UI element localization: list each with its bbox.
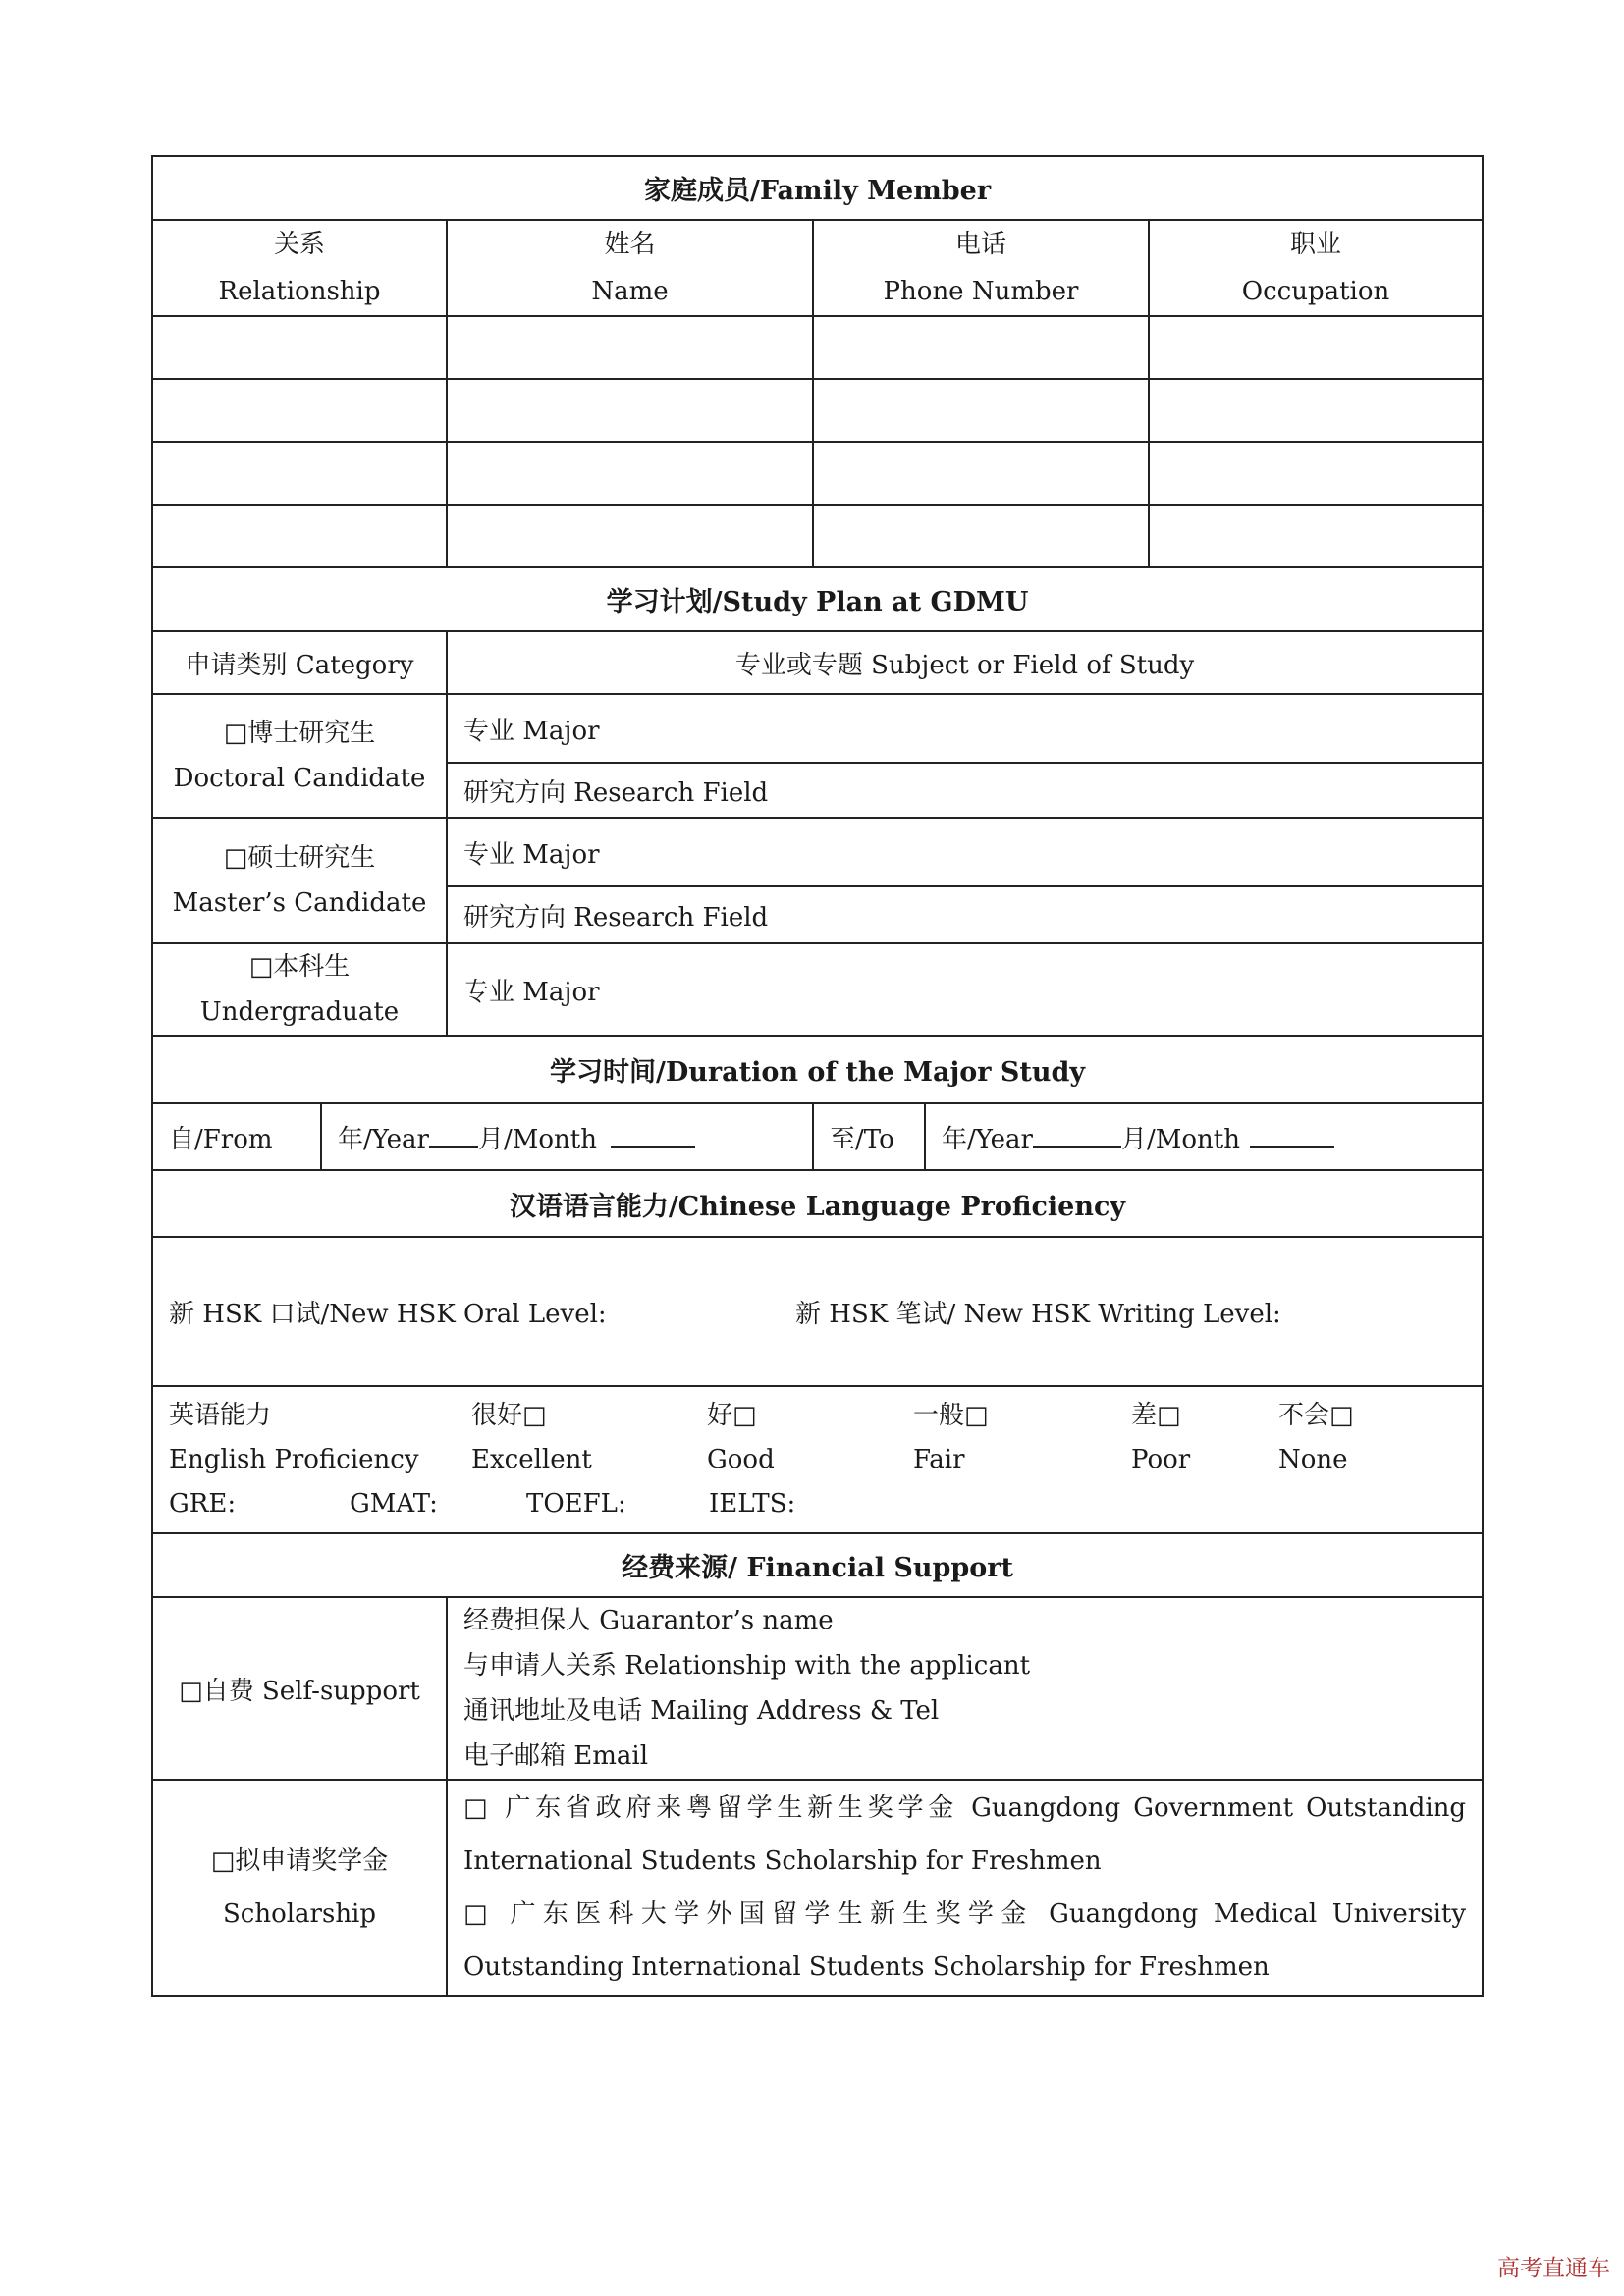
relationship-cell[interactable] [152,316,447,379]
relationship-cell[interactable] [152,379,447,442]
level-none[interactable]: 不会□ None [1278,1400,1354,1474]
family-header-row [152,220,1483,316]
scholarship-checkbox-label[interactable]: □拟申请奖学金 Scholarship [152,1780,447,1996]
english-proficiency [152,1386,1483,1533]
hsk-oral-label[interactable]: 新 HSK 口试/New HSK Oral Level: [169,1299,607,1329]
occupation-cell[interactable] [1149,316,1483,379]
hsk-writing-label[interactable]: 新 HSK 笔试/ New HSK Writing Level: [795,1299,1281,1329]
scholarship-options: □ 广东省政府来粤留学生新生奖学金 Guangdong Government Outstanding International Students Scholarship for Freshmen □ 广东医科大学外国留学生新生奖学金 Guangdong Medical University Outstanding International Students Scholarship for Freshmen [447,1780,1483,1996]
to-label: 至/To [813,1103,925,1170]
guarantor-name-line[interactable]: 经费担保人 Guarantor’s name [463,1606,834,1635]
from-date-field[interactable]: 年/Year 月/Month [321,1103,813,1170]
relationship-cell[interactable] [152,505,447,567]
level-excellent[interactable]: 很好□ Excellent [471,1400,592,1474]
doctoral-checkbox-label[interactable]: □博士研究生 Doctoral Candidate [152,694,447,818]
undergrad-major-field[interactable]: 专业 Major [447,943,1483,1036]
self-support-checkbox-label[interactable]: □自费 Self-support [152,1597,447,1780]
phone-cell[interactable] [813,316,1149,379]
header-name: 姓名 Name [447,220,813,316]
header-relationship: 关系 Relationship [152,220,447,316]
self-support-details [447,1597,1483,1780]
name-cell[interactable] [447,379,813,442]
doctoral-research-field[interactable]: 研究方向 Research Field [447,763,1483,818]
duration-section-title: 学习时间/Duration of the Major Study [152,1036,1483,1103]
category-label: 申请类别 Category [152,631,447,694]
master-research-field[interactable]: 研究方向 Research Field [447,886,1483,943]
english-label-cn: 英语能力 [169,1400,272,1430]
header-phone: 电话 Phone Number [813,220,1149,316]
chinese-section-title: 汉语语言能力/Chinese Language Proficiency [152,1170,1483,1237]
study-plan-section-title: 学习计划/Study Plan at GDMU [152,567,1483,631]
level-fair[interactable]: 一般□ Fair [913,1400,989,1474]
undergrad-checkbox-label[interactable]: □本科生 Undergraduate [152,943,447,1036]
master-major-field[interactable]: 专业 Major [447,818,1483,886]
occupation-cell[interactable] [1149,505,1483,567]
from-label: 自/From [152,1103,321,1170]
to-month-blank[interactable] [1250,1120,1334,1148]
header-occupation: 职业 Occupation [1149,220,1483,316]
subject-label: 专业或专题 Subject or Field of Study [447,631,1483,694]
gmat-score-label[interactable]: GMAT: [350,1488,438,1519]
name-cell[interactable] [447,442,813,505]
family-row [152,316,1483,379]
application-form-table [151,155,1484,1997]
doctoral-major-field[interactable]: 专业 Major [447,694,1483,763]
relationship-line[interactable]: 与申请人关系 Relationship with the applicant [463,1651,1031,1681]
phone-cell[interactable] [813,379,1149,442]
toefl-score-label[interactable]: TOEFL: [526,1488,626,1519]
family-row [152,379,1483,442]
name-cell[interactable] [447,316,813,379]
to-date-field[interactable]: 年/Year 月/Month [925,1103,1483,1170]
scholarship-option-gd-government[interactable]: □ 广东省政府来粤留学生新生奖学金 Guangdong Government Outstanding [463,1793,1467,1823]
from-month-blank[interactable] [611,1120,695,1148]
relationship-cell[interactable] [152,442,447,505]
occupation-cell[interactable] [1149,379,1483,442]
email-line[interactable]: 电子邮箱 Email [463,1741,649,1771]
scholarship-option-gdmu[interactable]: □ 广东医科大学外国留学生新生奖学金 Guangdong Medical University [463,1899,1467,1929]
hsk-levels [152,1237,1483,1386]
english-label-en: English Proficiency [169,1444,419,1474]
watermark-text: 高考直通车 [1497,2256,1610,2281]
from-year-blank[interactable] [429,1120,478,1148]
master-checkbox-label[interactable]: □硕士研究生 Master’s Candidate [152,818,447,943]
phone-cell[interactable] [813,442,1149,505]
finance-section-title: 经费来源/ Financial Support [152,1533,1483,1597]
phone-cell[interactable] [813,505,1149,567]
ielts-score-label[interactable]: IELTS: [709,1488,796,1519]
name-cell[interactable] [447,505,813,567]
level-good[interactable]: 好□ Good [707,1400,775,1474]
to-year-blank[interactable] [1033,1120,1121,1148]
gre-score-label[interactable]: GRE: [169,1488,237,1519]
level-poor[interactable]: 差□ Poor [1131,1400,1191,1474]
family-row [152,442,1483,505]
family-section-title: 家庭成员/Family Member [152,156,1483,220]
mailing-address-line[interactable]: 通讯地址及电话 Mailing Address & Tel [463,1696,940,1726]
occupation-cell[interactable] [1149,442,1483,505]
family-row [152,505,1483,567]
